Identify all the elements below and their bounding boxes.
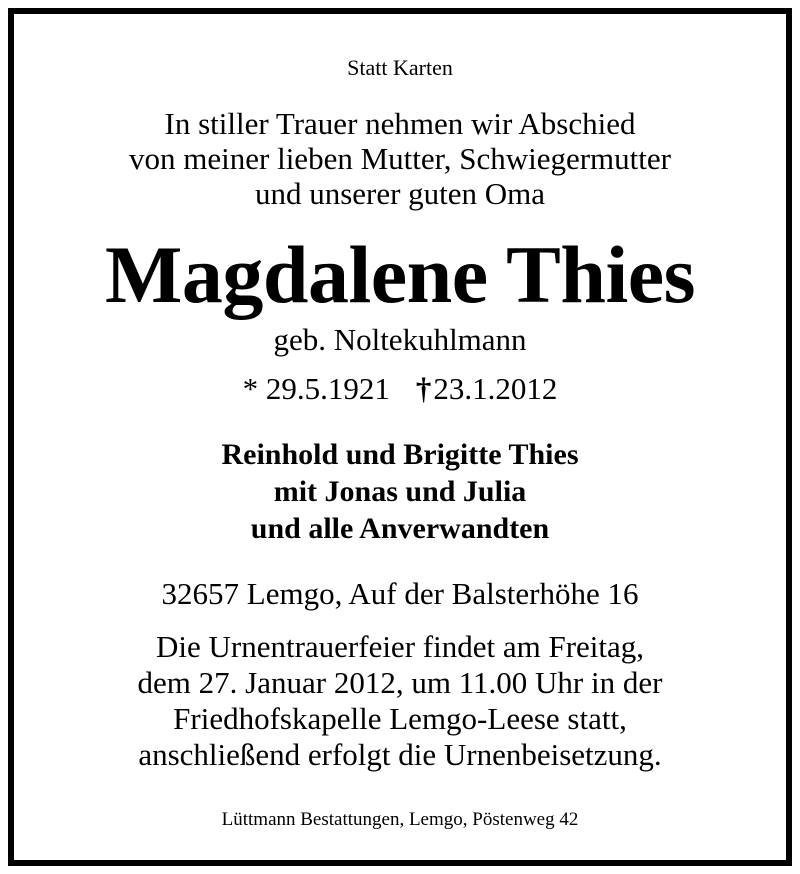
deceased-name: Magdalene Thies: [104, 229, 696, 320]
ceremony-line-4: anschließend erfolgt die Urnenbeisetzung.: [138, 737, 662, 772]
death-date: 23.1.2012: [433, 371, 558, 406]
address: 32657 Lemgo, Auf der Balsterhöhe 16: [161, 576, 639, 611]
mourner-line-1: Reinhold und Brigitte Thies: [221, 438, 579, 471]
mourner-line-3: und alle Anverwandten: [250, 512, 550, 545]
birth-name: geb. Noltekuhlmann: [273, 322, 527, 357]
cross-icon: †: [415, 371, 432, 406]
funeral-home: Lüttmann Bestattungen, Lemgo, Pöstenweg 42: [221, 809, 579, 830]
intro-line-2: von meiner lieben Mutter, Schwiegermutter: [129, 141, 671, 176]
obituary-frame: [8, 8, 792, 866]
ceremony-line-3: Friedhofskapelle Lemgo-Leese statt,: [173, 701, 627, 736]
birth-date: * 29.5.1921: [242, 371, 390, 406]
intro-line-1: In stiller Trauer nehmen wir Abschied: [164, 106, 636, 141]
ceremony-line-2: dem 27. Januar 2012, um 11.00 Uhr in der: [137, 665, 663, 700]
intro-line-3: und unserer guten Oma: [254, 176, 546, 211]
mourner-line-2: mit Jonas und Julia: [273, 475, 527, 508]
notice-header: Statt Karten: [347, 55, 453, 80]
life-dates: [14, 373, 786, 404]
ceremony-line-1: Die Urnentrauerfeier findet am Freitag,: [155, 629, 645, 664]
